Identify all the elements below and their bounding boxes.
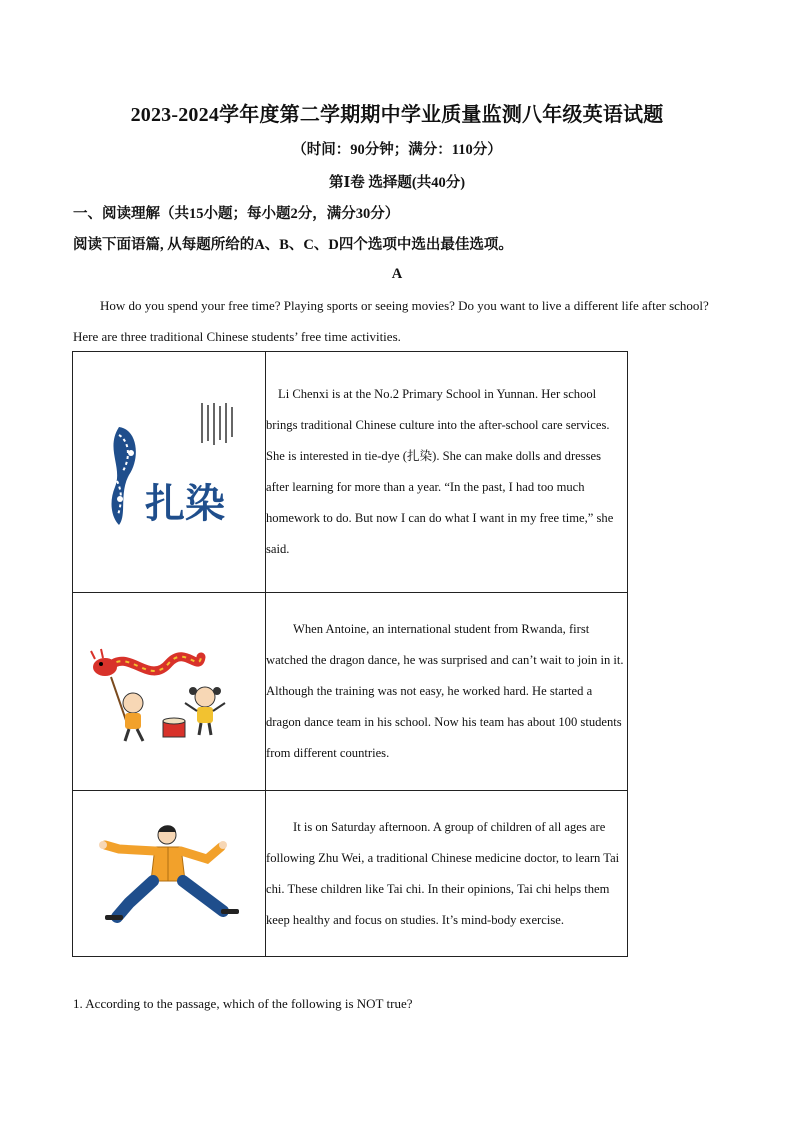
activity-text-cell [266,593,628,791]
activity-text: When Antoine, an international student from Rwanda, first watched the dragon dance, he was surprised and can’t wait to join in it. Although the training was not easy, he worked hard. He started a dragon dance team in his school. Now his team has about 100 students from different countries. [266,622,624,760]
tai-chi-icon [89,819,249,929]
activity-text: It is on Saturday afternoon. A group of children of all ages are following Zhu Wei, a traditional Chinese medicine doctor, to learn Tai chi. These children like Tai chi. In their opinions, Tai chi helps them keep healthy and focus on studies. It’s mind-body exercise. [266,819,620,927]
passage-label: A [391,266,403,282]
tie-dye-image-label: 扎染 [145,481,225,527]
section-instructions: 阅读下面语篇, 从每题所给的A、B、C、D四个选项中选出最佳选项。 [73,237,513,253]
question-1: 1. According to the passage, which of the following is NOT true? [73,996,413,1011]
activity-text: Li Chenxi is at the No.2 Primary School in Yunnan. Her school brings traditional Chinese culture into the after-school care services. She is interested in tie-dye (扎染). She can make dolls and dresses after learning for more than a year. “In the past, I had too much homework to do. But now I can do what I want in my free time,” she said. [266,387,614,556]
tie-dye-icon [89,397,249,547]
exam-title: 2023-2024学年度第二学期期中学业质量监测八年级英语试题 [130,104,664,126]
exam-time-score: （时间：90分钟；满分：110分） [292,142,502,158]
volume-heading: 第Ⅰ卷 选择题(共40分) [328,175,466,191]
dragon-dance-icon [89,637,249,747]
activity-text-cell [266,791,628,957]
table-row [73,352,628,593]
image-cell [73,791,266,957]
image-cell [73,352,266,593]
image-cell [73,593,266,791]
passage-intro: How do you spend your free time? Playing sports or seeing movies? Do you want to live a different life after school? Here are three traditional Chinese students’ free time activities. [73,298,709,344]
activities-table [72,351,628,957]
table-row [73,593,628,791]
table-row [73,791,628,957]
section-heading: 一、阅读理解（共15小题；每小题2分，满分30分） [73,206,400,222]
activity-text-cell [266,352,628,593]
